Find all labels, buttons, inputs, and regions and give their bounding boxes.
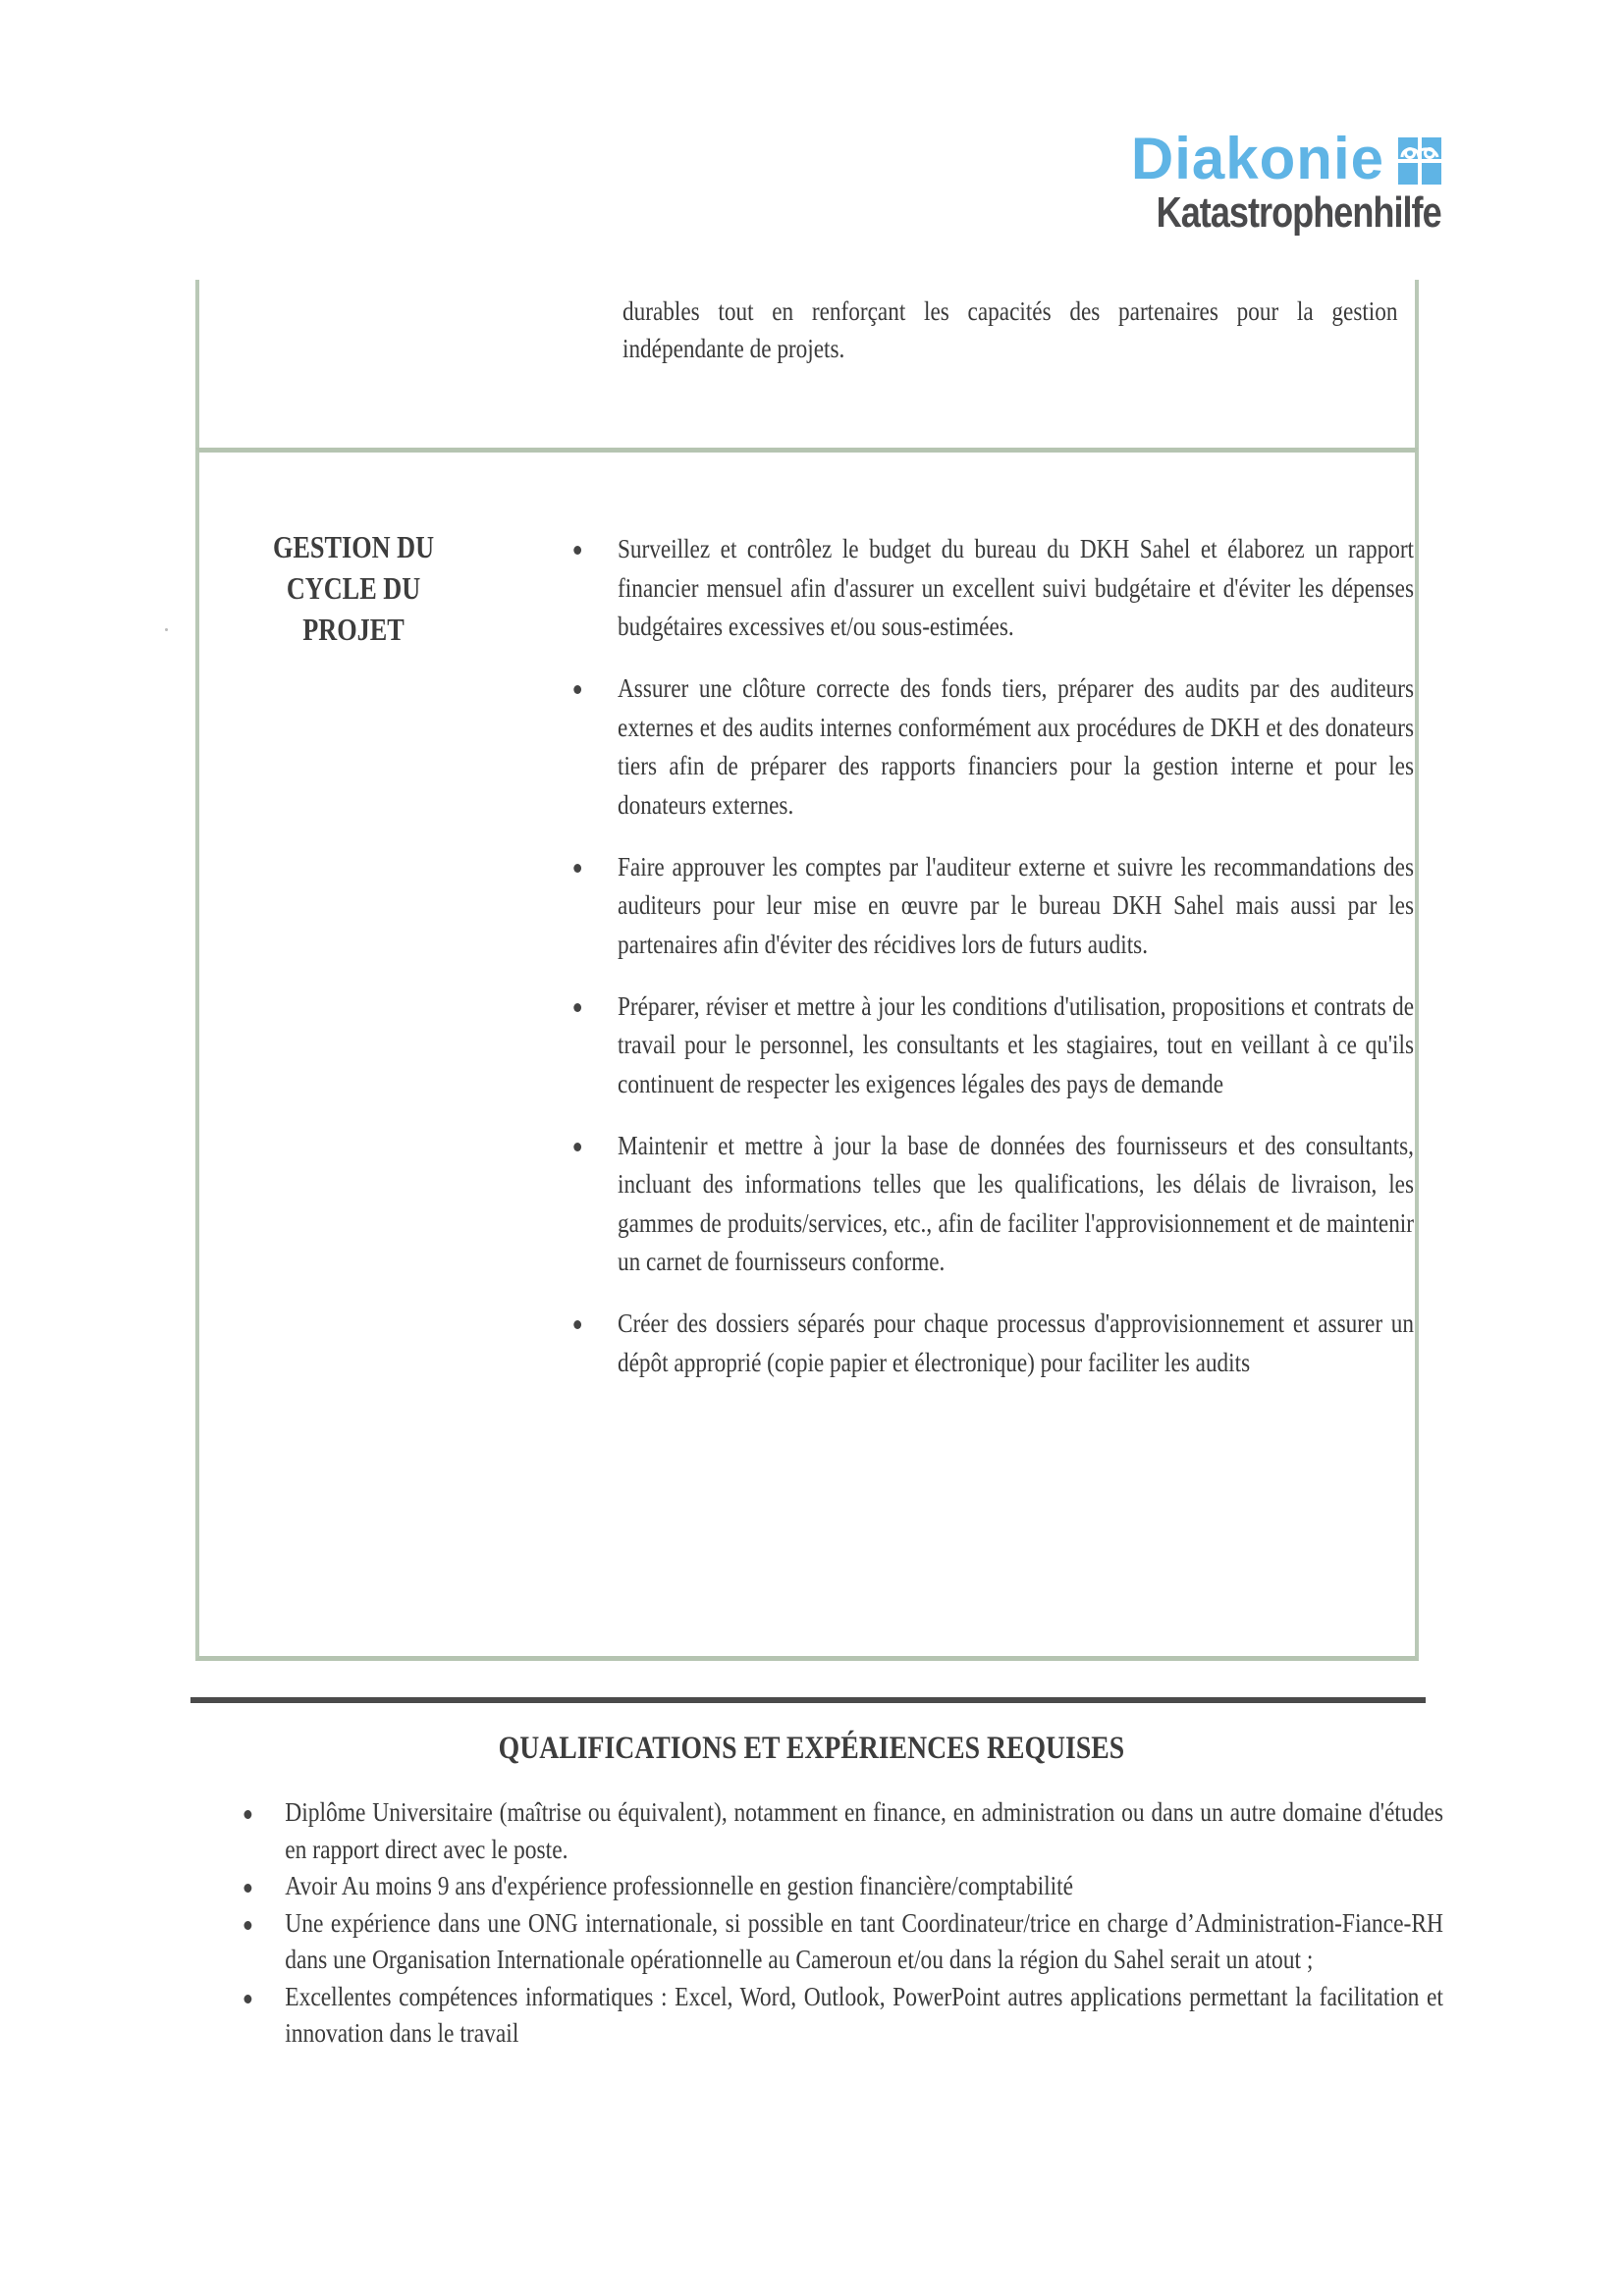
project-cycle-label <box>257 526 451 650</box>
qualifications-list <box>241 1794 1443 2053</box>
list-item-text: Diplôme Universitaire (maîtrise ou équivalent), notamment en finance, en administration ou dans un autre domaine d'études en rapport direct avec le poste. <box>285 1797 1443 1864</box>
list-item-text: Faire approuver les comptes par l'auditeur externe et suivre les recommandations des auditeurs pour leur mise en œuvre par le bureau DKH Sahel mais aussi par les partenaires afin d'éviter des récidives lors de futurs audits. <box>618 851 1414 959</box>
bullet-icon <box>243 1810 251 1819</box>
list-item-text: Créer des dossiers séparés pour chaque processus d'approvisionnement et assurer un dépôt approprié (copie papier et électronique) pour faciliter les audits <box>618 1308 1414 1377</box>
list-item <box>241 1905 1443 1979</box>
logo-primary-text: Diakonie <box>1130 126 1384 191</box>
bullet-icon <box>573 546 581 555</box>
diakonie-cross-icon <box>1398 137 1441 185</box>
bullet-icon <box>243 1921 251 1930</box>
logo-secondary-text: Katastrophenhilfe <box>1157 188 1441 237</box>
bullet-icon <box>573 1143 581 1151</box>
list-item-text: Assurer une clôture correcte des fonds tiers, préparer des audits par des auditeurs externes et des audits internes conformément aux procédures de DKH et des donateurs tiers afin de préparer des rapports financiers pour la gestion interne et pour les donateurs externes. <box>618 673 1414 820</box>
logo-top-row <box>1049 128 1441 190</box>
list-item <box>569 1305 1414 1382</box>
list-item-text: Surveillez et contrôlez le budget du bureau du DKH Sahel et élaborez un rapport financier mensuel afin d'assurer un excellent suivi budgétaire et d'éviter les dépenses budgétaires excessives et/ou sous-estimées. <box>618 534 1414 641</box>
scan-artifact <box>165 628 168 631</box>
label-line: CYCLE DU <box>286 570 421 606</box>
list-item <box>241 1794 1443 1868</box>
bullet-icon <box>573 1320 581 1329</box>
continuation-text: durables tout en renforçant les capacités des partenaires pour la gestion indépendante de projets. <box>622 296 1398 363</box>
list-item <box>569 848 1414 965</box>
bullet-icon <box>573 864 581 873</box>
qualifications-title: QUALIFICATIONS ET EXPÉRIENCES REQUISES <box>498 1731 1125 1766</box>
list-item-text: Préparer, réviser et mettre à jour les conditions d'utilisation, propositions et contrats de travail pour le personnel, les consultants et les stagiaires, tout en veillant à ce qu'ils continuent de respecter les exigences légales des pays de demande <box>618 990 1414 1098</box>
list-item <box>569 988 1414 1104</box>
bullet-icon <box>573 685 581 694</box>
list-item <box>241 1979 1443 2053</box>
list-item-text: Maintenir et mettre à jour la base de données des fournisseurs et des consultants, incluant des informations telles que les qualifications, les délais de livraison, les gammes de produits/services, etc., afin de faciliter l'approvisionnement et de maintenir un carnet de fournisseurs conforme. <box>618 1130 1414 1276</box>
project-cycle-list <box>569 530 1414 1406</box>
section-divider <box>190 1697 1426 1703</box>
list-item-text: Excellentes compétences informatiques : Excel, Word, Outlook, PowerPoint autres applications permettant la facilitation et innovation dans le travail <box>285 1981 1443 2048</box>
list-item <box>569 669 1414 825</box>
list-item <box>241 1868 1443 1905</box>
diakonie-logo <box>1049 128 1441 255</box>
label-line: PROJET <box>302 612 405 647</box>
list-item <box>569 1127 1414 1282</box>
bullet-icon <box>243 1884 251 1893</box>
list-item <box>569 530 1414 647</box>
list-item-text: Une expérience dans une ONG internationale, si possible en tant Coordinateur/trice en charge d’Administration-Fiance-RH dans une Organisation Internationale opérationnelle au Cameroun et/ou dans la région du Sahel serait un atout ; <box>285 1907 1443 1974</box>
bullet-icon <box>243 1995 251 2003</box>
bullet-icon <box>573 1003 581 1012</box>
list-item-text: Avoir Au moins 9 ans d'expérience professionnelle en gestion financière/comptabilité <box>285 1871 1074 1900</box>
label-line: GESTION DU <box>272 529 435 564</box>
